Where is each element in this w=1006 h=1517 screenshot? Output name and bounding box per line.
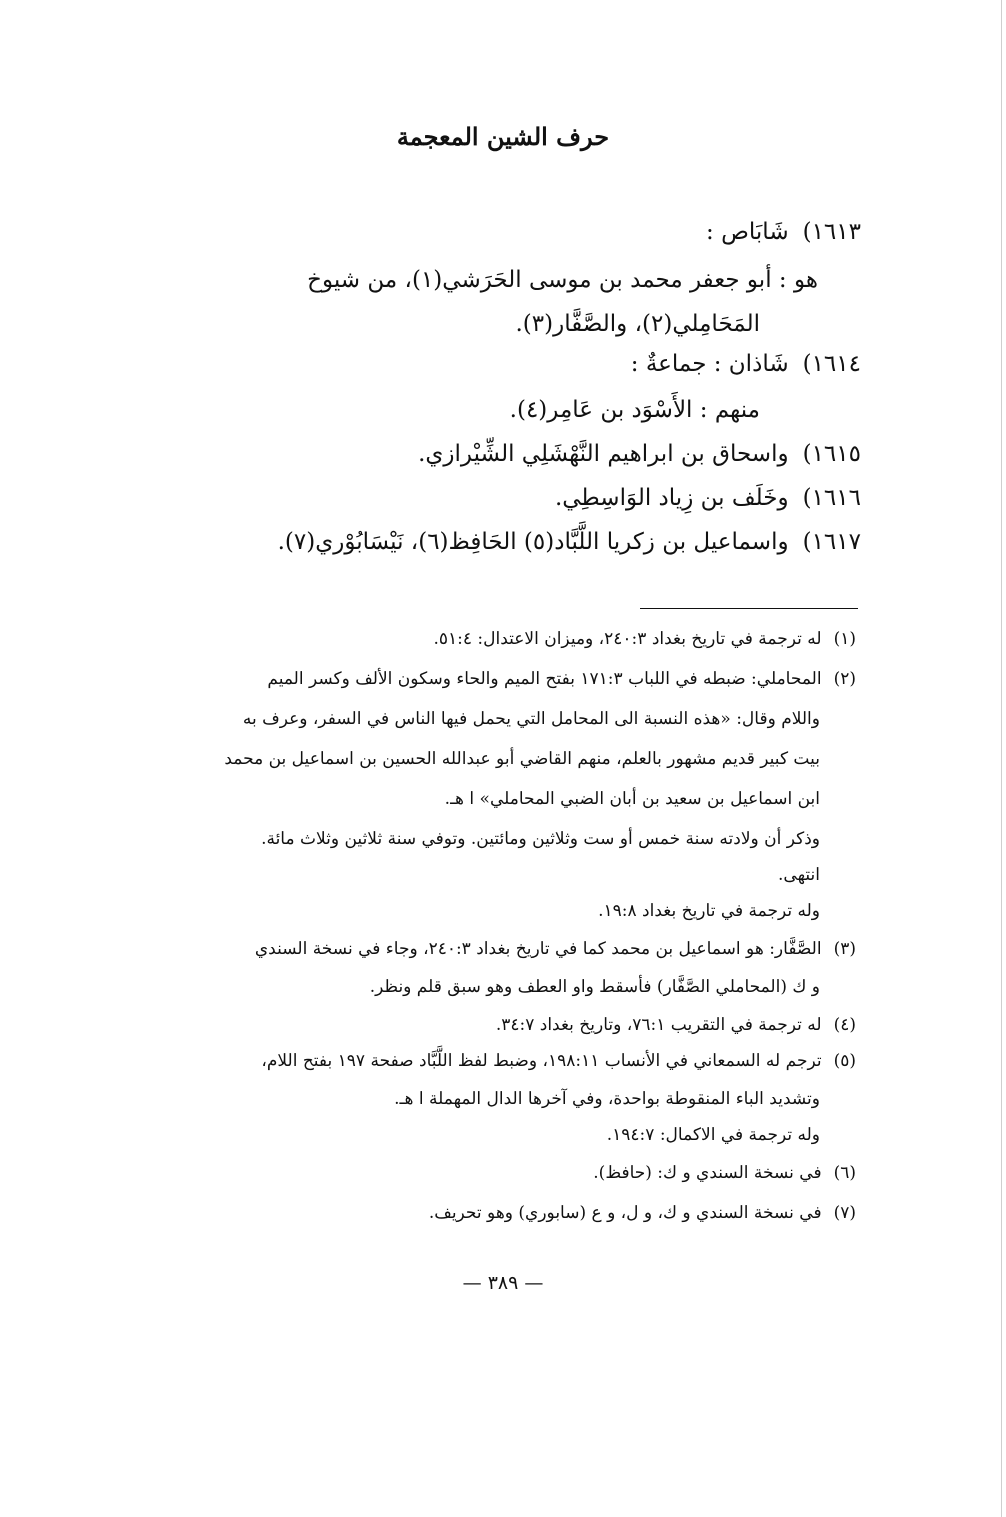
footnote-text: له ترجمة في تاريخ بغداد ٢٤٠:٣، وميزان الاعتدال: ٥١:٤.: [433, 629, 822, 649]
entry-1616: [555, 480, 861, 516]
footnote-3: [255, 934, 856, 964]
section-title: حرف الشين المعجمة: [396, 122, 610, 151]
footnote-number: (٢): [833, 669, 856, 689]
footnote-number: (٥): [833, 1051, 856, 1071]
footnote-text: الصَّفَّار: هو اسماعيل بن محمد كما في تاريخ بغداد ٢٤٠:٣، وجاء في نسخة السندي: [254, 939, 822, 959]
footnote-2-line-4: ابن اسماعيل بن سعيد بن أبان الضبي المحاملي» ا هـ.: [444, 789, 820, 809]
footnote-number: (٦): [833, 1163, 856, 1183]
entry-1613: [706, 214, 861, 250]
entry-text: واسحاق بن ابراهيم النَّهْشَلِي الشِّيْرازي.: [418, 441, 789, 467]
entry-text: شَاذان : جماعةٌ :: [630, 351, 789, 377]
footnote-text: ترجم له السمعاني في الأنساب ١٩٨:١١، وضبط لفظ اللَّبَّاد صفحة ١٩٧ بفتح اللام،: [261, 1051, 822, 1071]
entry-1617: [278, 524, 861, 560]
footnote-separator: [640, 608, 858, 609]
footnote-5-line-2: وتشديد الباء المنقوطة بواحدة، وفي آخرها الدال المهملة ا هـ.: [394, 1089, 820, 1109]
entry-1614-line-1: منهم : الأَسْوَد بن عَامِر(٤).: [509, 397, 760, 423]
footnote-2-line-6: انتهى.: [778, 865, 820, 885]
footnote-text: في نسخة السندي و ك، و ل، و ع (سابوري) وهو تحريف.: [428, 1203, 822, 1223]
footnote-6: [593, 1158, 856, 1188]
footnote-number: (٤): [833, 1015, 856, 1035]
footnote-number: (٧): [833, 1203, 856, 1223]
entry-1615: [418, 436, 861, 472]
entry-1613-line-2: المَحَامِلي(٢)، والصَّفَّار(٣).: [515, 311, 760, 337]
footnote-3-line-2: و ك (المحاملي الصَّفَّار) فأسقط واو العطف وهو سبق قلم ونظر.: [369, 977, 820, 997]
footnote-4: [496, 1010, 856, 1040]
entry-text: وخَلَف بن زِياد الوَاسِطِي.: [554, 485, 789, 511]
entry-1614: [631, 346, 861, 382]
footnote-text: له ترجمة في التقريب ٧٦:١، وتاريخ بغداد ٣٤:٧.: [495, 1015, 822, 1035]
footnote-5-line-3: وله ترجمة في الاكمال: ١٩٤:٧.: [606, 1125, 820, 1145]
entry-number: ١٦١٦): [802, 485, 861, 511]
footnote-number: (٣): [833, 939, 856, 959]
footnote-5: [261, 1046, 856, 1076]
footnote-2-line-7: وله ترجمة في تاريخ بغداد ١٩:٨.: [598, 901, 820, 921]
footnote-number: (١): [833, 629, 856, 649]
entry-number: ١٦١٣): [802, 219, 861, 245]
footnote-1: [433, 624, 856, 654]
entry-number: ١٦١٤): [802, 351, 861, 377]
footnote-2-line-2: واللام وقال: «هذه النسبة الى المحامل التي يحمل فيها الناس في السفر، وعرف به: [242, 709, 820, 729]
entry-text: شَابَاص :: [706, 219, 789, 245]
footnote-7: [429, 1198, 856, 1228]
footnote-2: [267, 664, 856, 694]
footnote-text: في نسخة السندي و ك: (حافظ).: [593, 1163, 822, 1183]
footnote-2-line-3: بيت كبير قديم مشهور بالعلم، منهم القاضي أبو عبدالله الحسين بن اسماعيل بن محمد: [224, 749, 820, 769]
footnote-2-line-5: وذكر أن ولادته سنة خمس أو ست وثلاثين ومائتين. وتوفي سنة ثلاثين وثلاث مائة.: [261, 829, 820, 849]
page-number: — ٣٨٩ —: [462, 1272, 544, 1294]
entry-number: ١٦١٧): [802, 529, 861, 555]
footnote-text: المحاملي: ضبطه في اللباب ١٧١:٣ بفتح الميم والحاء وسكون الألف وكسر الميم: [267, 669, 822, 689]
entry-number: ١٦١٥): [802, 441, 861, 467]
entry-1613-line-1: هو : أبو جعفر محمد بن موسى الحَرَشي(١)، من شيوخ: [307, 267, 818, 293]
entry-text: واسماعيل بن زكريا اللَّبَّاد(٥) الحَافِظ(٦)، نَيْسَابُوْري(٧).: [277, 529, 789, 555]
